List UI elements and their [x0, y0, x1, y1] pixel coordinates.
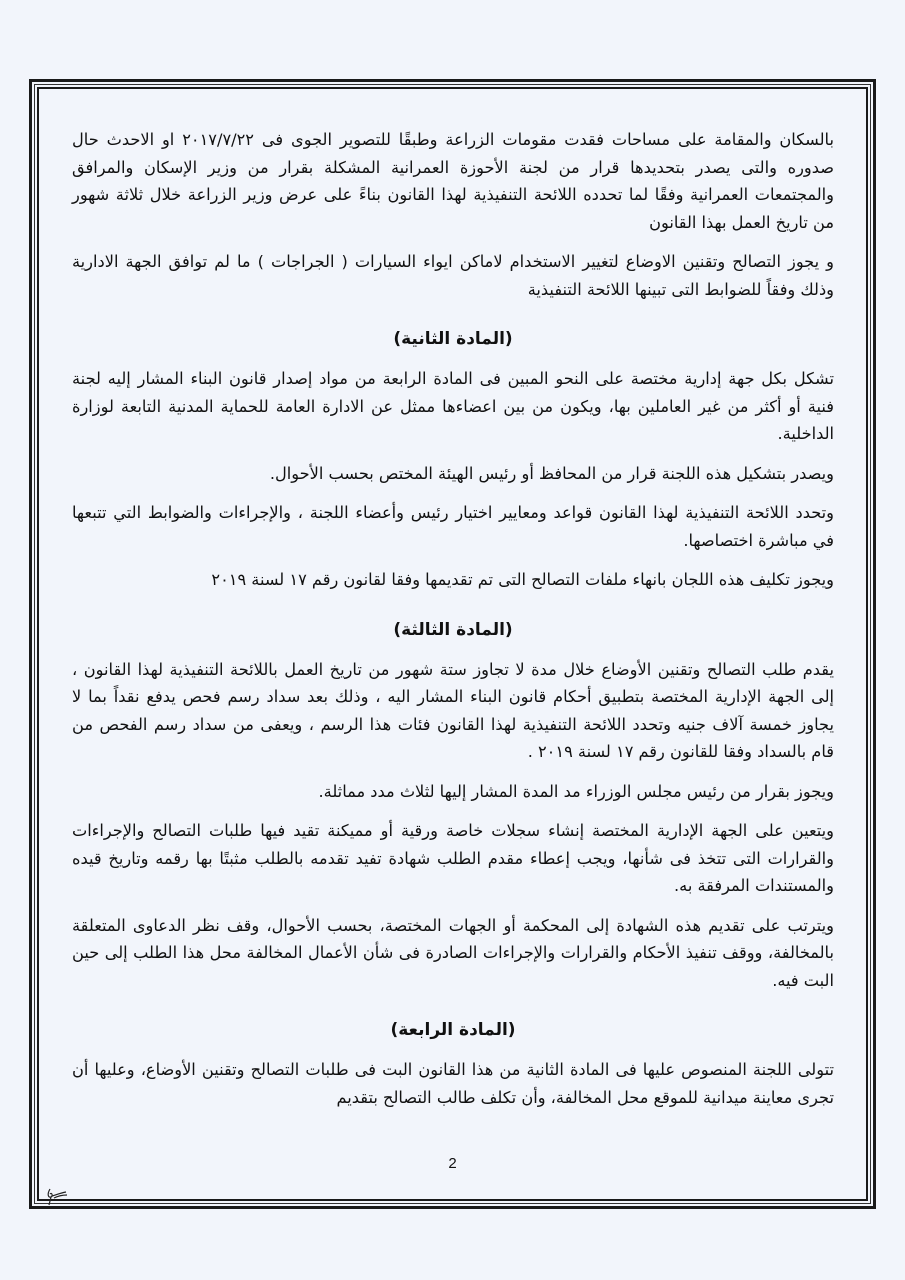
paragraph: تشكل بكل جهة إدارية مختصة على النحو المبين فى المادة الرابعة من مواد إصدار قانون البناء المشار إليه لجنة فنية أو أكثر من غير العاملين بها، ويكون من بين اعضاءها ممثل عن الادارة العامة للحماية المدنية التابعة لوزارة الداخلية.: [72, 369, 834, 443]
paragraph: و يجوز التصالح وتقنين الاوضاع لتغيير الاستخدام لاماكن ايواء السيارات ( الجراجات ) ما لم توافق الجهة الادارية وذلك وفقاً للضوابط التى تبينها اللائحة التنفيذية: [72, 252, 834, 299]
paragraph: وتحدد اللائحة التنفيذية لهذا القانون قواعد ومعايير اختيار رئيس وأعضاء اللجنة ، والإجراءات والضوابط التي تتبعها في مباشرة اختصاصها.: [72, 503, 834, 550]
page-number: 2: [448, 1155, 457, 1172]
paragraph: ويصدر بتشكيل هذه اللجنة قرار من المحافظ أو رئيس الهيئة المختص بحسب الأحوال.: [269, 463, 834, 483]
signature-mark: [44, 1186, 70, 1206]
paragraph: يقدم طلب التصالح وتقنين الأوضاع خلال مدة لا تجاوز ستة شهور من تاريخ العمل باللائحة التنفيذية لهذا القانون ، إلى الجهة الإدارية المختصة بتطبيق أحكام قانون البناء المشار اليه ، وذلك بعد سداد رسم فحص يدفع نقداً بما لا يجاوز خمسة آلاف جنيه وتحدد اللائحة التنفيذية لهذا القانون فئات هذا الرسم ، ويعفى من سداد رسم الفحص من قام بالسداد وفقا للقانون رقم ١٧ لسنة ٢٠١٩ .: [72, 659, 834, 761]
paragraph: ويجوز تكليف هذه اللجان بانهاء ملفات التصالح التى تم تقديمها وفقا لقانون رقم ١٧ لسنة ٢٠١٩: [211, 570, 834, 589]
paragraph: ويترتب على تقديم هذه الشهادة إلى المحكمة أو الجهات المختصة، بحسب الأحوال، وقف نظر الدعاوى المتعلقة بالمخالفة، ووقف تنفيذ الأحكام والقرارات والإجراءات الصادرة فى شأن الأعمال المخالفة محل هذا الطلب إلى حين البت فيه.: [72, 915, 834, 990]
paragraph: بالسكان والمقامة على مساحات فقدت مقومات الزراعة وطبقًا للتصوير الجوى فى ٢٠١٧/٧/٢٢ او الاحدث حال صدوره والتى يصدر بتحديدها قرار من لجنة الأحوزة العمرانية المشكلة بقرار من وزير الإسكان والمرافق والمجتمعات العمرانية وفقًا لما تحدده اللائحة التنفيذية لهذا القانون بناءً على عرض وزير الزراعة خلال ثلاثة شهور من تاريخ العمل بهذا القانون: [72, 130, 834, 232]
paragraph: ويتعين على الجهة الإدارية المختصة إنشاء سجلات خاصة ورقية أو مميكنة تقيد فيها طلبات التصالح والإجراءات والقرارات التى تتخذ فى شأنها، ويجب إعطاء مقدم الطلب شهادة تفيد تقدمه بالطلب مثبتًا بها رقمه وتاريخ قيده والمستندات المرفقة به.: [72, 821, 834, 895]
article-2-heading: (المادة الثانية): [393, 329, 513, 349]
paragraph: تتولى اللجنة المنصوص عليها فى المادة الثانية من هذا القانون البت فى طلبات التصالح وتقنين الأوضاع، وعليها أن تجرى معاينة ميدانية للموقع محل المخالفة، وأن تكلف طالب التصالح بتقديم: [72, 1060, 834, 1107]
document-body: [72, 126, 834, 1123]
article-4-heading: (المادة الرابعة): [390, 1020, 516, 1040]
paragraph: ويجوز بقرار من رئيس مجلس الوزراء مد المدة المشار إليها لثلاث مدد مماثلة.: [318, 781, 834, 801]
article-3-heading: (المادة الثالثة): [393, 619, 513, 640]
